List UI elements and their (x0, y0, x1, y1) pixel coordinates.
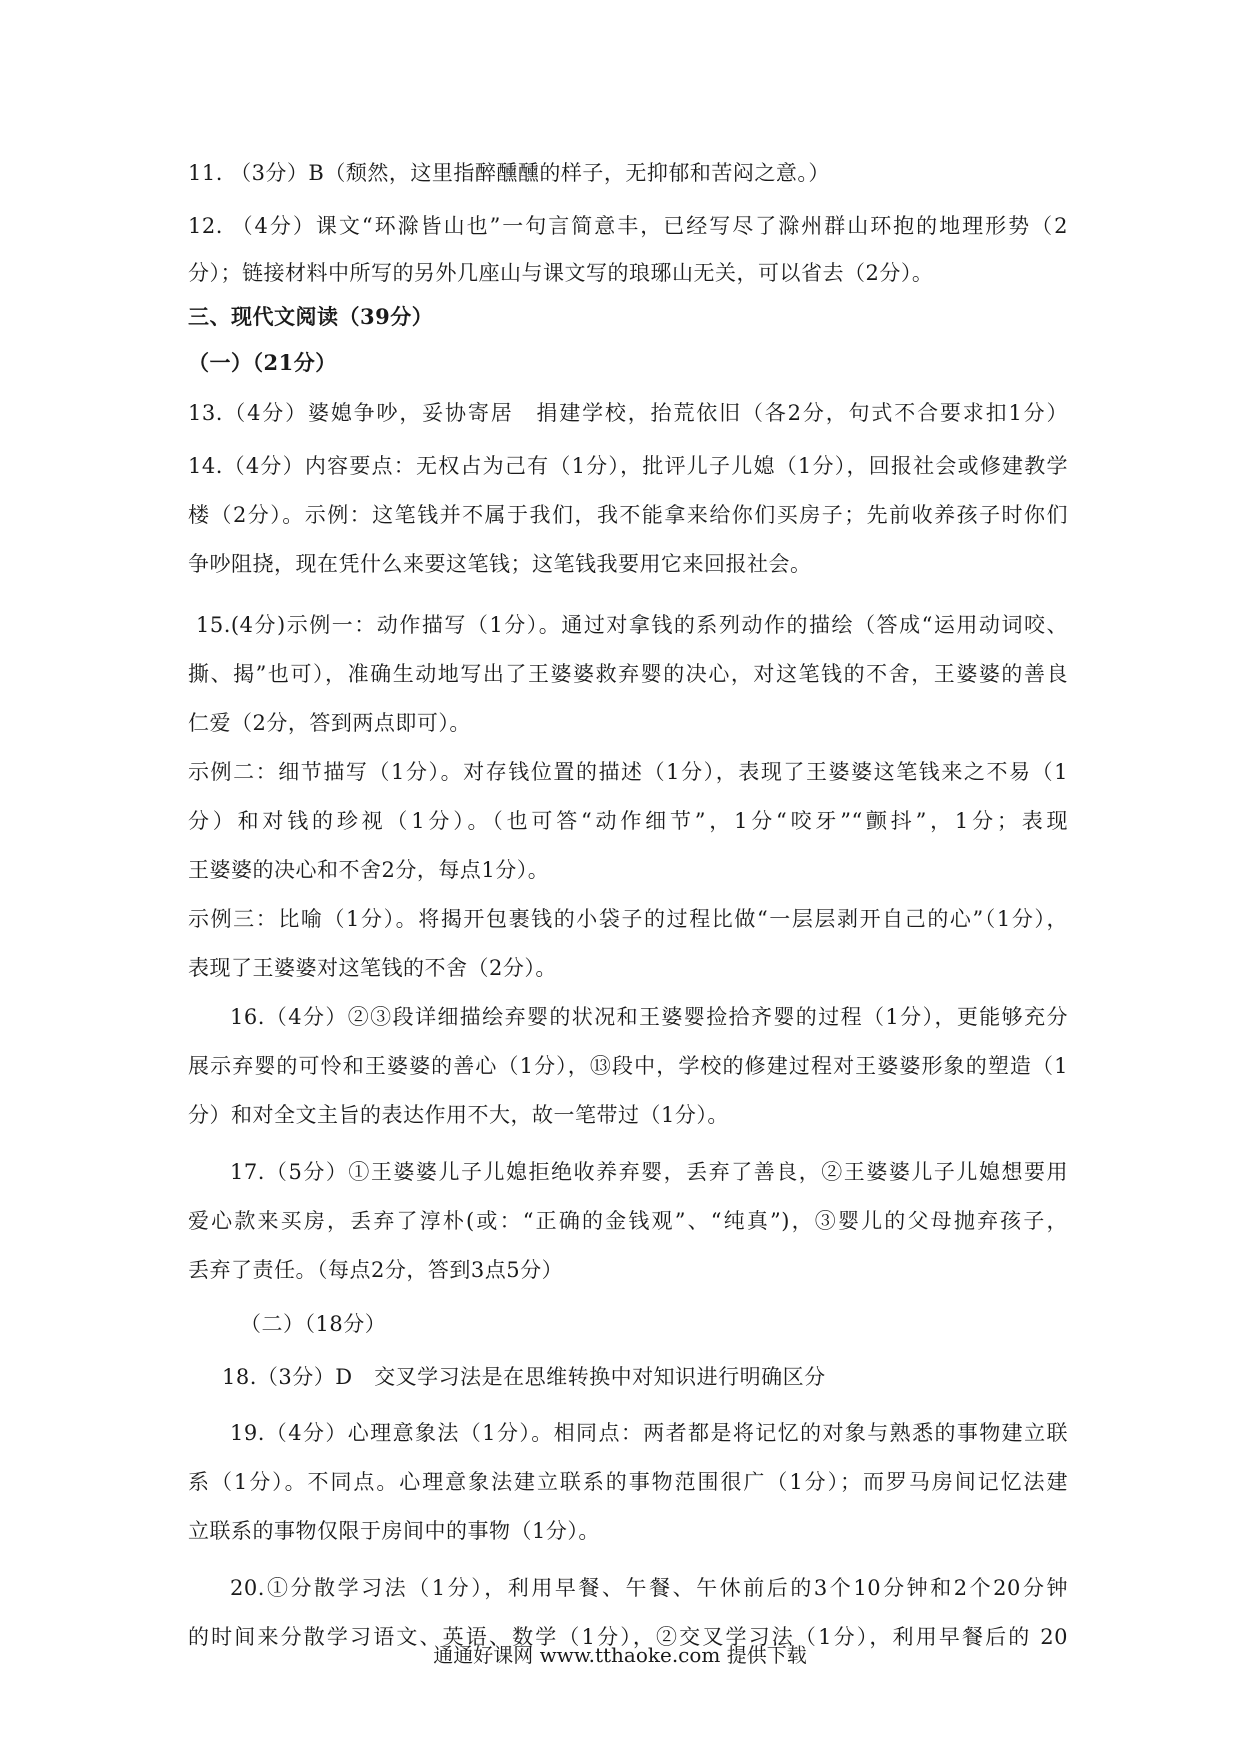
answer-17-line-1: 17.（5分）①王婆婆儿子儿媳拒绝收养弃婴，丢弃了善良，②王婆婆儿子儿媳想要用 (230, 1160, 1068, 1184)
answer-12-line-1: 12. （4分）课文“环滁皆山也”一句言简意丰，已经写尽了滁州群山环抱的地理形势（2 (188, 214, 1068, 238)
answer-15-line-2: 撕、揭”也可），准确生动地写出了王婆婆救弃婴的决心，对这笔钱的不舍，王婆婆的善良 (188, 662, 1068, 686)
page-footer: 通通好课网 www.tthaoke.com 提供下载 (433, 1643, 807, 1667)
answer-15-example-3-line-2: 表现了王婆婆对这笔钱的不舍（2分）。 (188, 956, 557, 980)
answer-13: 13.（4分）婆媳争吵，妥协寄居 捐建学校，抬荒依旧（各2分，句式不合要求扣1分） (188, 401, 1068, 425)
answer-14-line-3: 争吵阻挠，现在凭什么来要这笔钱；这笔钱我要用它来回报社会。 (188, 552, 812, 576)
answer-16-line-1: 16.（4分）②③段详细描绘弃婴的状况和王婆婴捡拾齐婴的过程（1分），更能够充分 (230, 1005, 1068, 1029)
section-heading-modern-reading: 三、现代文阅读（39分） (188, 304, 434, 329)
answer-15-example-2-line-2: 分）和对钱的珍视（1分）。（也可答“动作细节”，1分“咬牙”“颤抖”，1分；表现 (188, 809, 1068, 833)
answer-18: 18.（3分）D 交叉学习法是在思维转换中对知识进行明确区分 (222, 1365, 826, 1389)
answer-17-line-3: 丢弃了责任。（每点2分，答到3点5分） (188, 1258, 564, 1282)
subsection-heading-1: （一）（21分） (188, 350, 337, 375)
answer-20-line-1: 20.①分散学习法（1分），利用早餐、午餐、午休前后的3个10分钟和2个20分钟 (230, 1576, 1068, 1600)
answer-15-example-3-line-1: 示例三：比喻（1分）。将揭开包裹钱的小袋子的过程比做“一层层剥开自己的心”（1分）， (188, 907, 1068, 931)
answer-15-line-1: 15.(4分)示例一：动作描写（1分）。通过对拿钱的系列动作的描绘（答成“运用动词咬、 (196, 613, 1068, 637)
answer-15-line-3: 仁爱（2分，答到两点即可）。 (188, 711, 471, 735)
answer-12-line-2: 分）；链接材料中所写的另外几座山与课文写的琅琊山无关，可以省去（2分）。 (188, 261, 934, 285)
answer-11: 11. （3分）B（颓然，这里指醉醺醺的样子，无抑郁和苦闷之意。） (188, 161, 830, 185)
answer-15-example-2-line-3: 王婆婆的决心和不舍2分，每点1分）。 (188, 858, 550, 882)
answer-19-line-1: 19.（4分）心理意象法（1分）。相同点：两者都是将记忆的对象与熟悉的事物建立联 (230, 1421, 1068, 1445)
answer-16-line-3: 分）和对全文主旨的表达作用不大，故一笔带过（1分）。 (188, 1103, 729, 1127)
answer-19-line-3: 立联系的事物仅限于房间中的事物（1分）。 (188, 1519, 600, 1543)
answer-17-line-2: 爱心款来买房，丢弃了淳朴(或：“正确的金钱观”、“纯真”)，③婴儿的父母抛弃孩子， (188, 1209, 1068, 1233)
subsection-heading-2: （二）（18分） (240, 1312, 387, 1336)
answer-16-line-2: 展示弃婴的可怜和王婆婆的善心（1分），⑬段中，学校的修建过程对王婆婆形象的塑造（1 (188, 1054, 1068, 1078)
answer-14-line-1: 14.（4分）内容要点：无权占为己有（1分），批评儿子儿媳（1分），回报社会或修建教学 (188, 454, 1068, 478)
answer-20-line-2: 的时间来分散学习语文、英语、数学（1分），②交叉学习法（1分），利用早餐后的 20 (188, 1625, 1068, 1649)
answer-19-line-2: 系（1分）。不同点。心理意象法建立联系的事物范围很广（1分）；而罗马房间记忆法建 (188, 1470, 1068, 1494)
answer-15-example-2-line-1: 示例二：细节描写（1分）。对存钱位置的描述（1分），表现了王婆婆这笔钱来之不易（1 (188, 760, 1068, 784)
answer-14-line-2: 楼（2分）。示例：这笔钱并不属于我们，我不能拿来给你们买房子；先前收养孩子时你们 (188, 503, 1068, 527)
